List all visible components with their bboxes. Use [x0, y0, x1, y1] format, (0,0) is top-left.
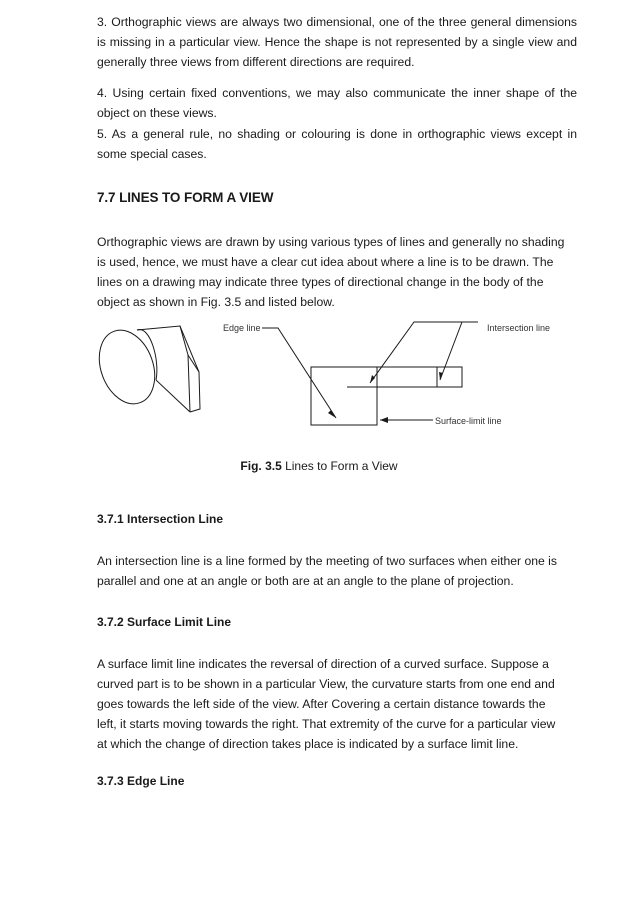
figure-caption-text: Lines to Form a View: [281, 459, 398, 473]
paragraph-point-4: 4. Using certain fixed conventions, we may also communicate the inner shape of the object on these views.: [97, 86, 577, 120]
subheading-intersection-line: 3.7.1 Intersection Line: [97, 512, 224, 526]
arrowhead: [380, 417, 388, 423]
paragraph-surface-limit-line: A surface limit line indicates the reversal of direction of a curved surface. Suppose a curved part is to be shown in a particular View, the curvature starts from one end and goes towards the left side of the view. After Covering a certain distance towards the left, it starts moving towards the right. That extremity of the curve for a particular view at which the change of direction takes place is indicated by a surface limit line.: [97, 657, 556, 751]
paragraph-point-3: 3. Orthographic views are always two dimensional, one of the three general dimensions is missing in a particular view. Hence the shape is not represented by a single view and generally three views from different directions are required.: [97, 15, 577, 69]
paragraph-intro: Orthographic views are drawn by using various types of lines and generally no shading is used, hence, we must have a clear cut idea about where a line is to be drawn. The lines on a drawing may indicate three types of directional change in the body of the object as shown in Fig. 3.5 and listed below.: [97, 235, 565, 309]
figure-caption: [0, 459, 638, 473]
label-surface-limit-line: Surface-limit line: [435, 416, 502, 426]
section-heading: 7.7 LINES TO FORM A VIEW: [97, 190, 274, 205]
subheading-surface-limit-line: 3.7.2 Surface Limit Line: [97, 615, 232, 629]
arrowhead: [370, 375, 375, 383]
paragraph-intersection-line: An intersection line is a line formed by the meeting of two surfaces when either one is parallel and one at an angle or both are at an angle to the plane of projection.: [97, 554, 557, 588]
isometric-object-drawing: [90, 322, 200, 412]
figure-number: Fig. 3.5: [240, 459, 282, 473]
paragraph-point-5: 5. As a general rule, no shading or colouring is done in orthographic views except in some special cases.: [97, 127, 577, 161]
label-intersection-line: Intersection line: [487, 323, 551, 333]
label-edge-line: Edge line: [223, 323, 261, 333]
subheading-edge-line: 3.7.3 Edge Line: [97, 774, 185, 788]
leader-lines: [262, 322, 478, 420]
arrowhead: [439, 372, 443, 380]
